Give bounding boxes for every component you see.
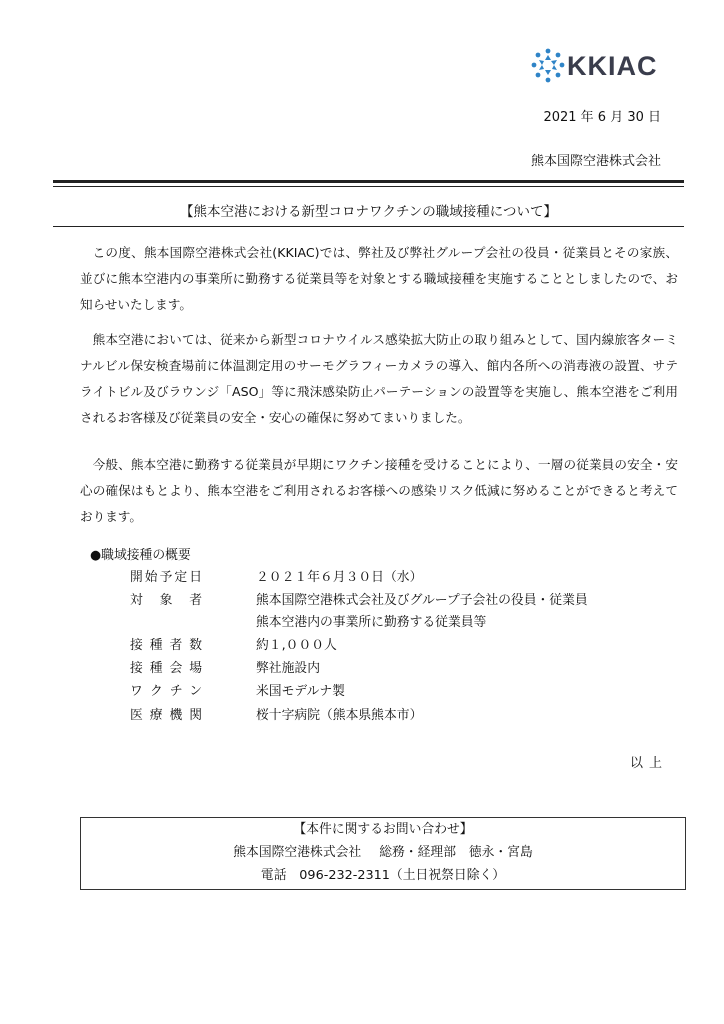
paragraph-purpose: 今般、熊本空港に勤務する従業員が早期にワクチン接種を受けることにより、一層の従業員の安全・安心の確保はもとより、熊本空港をご利用されるお客様への感染リスク低減に努めることができると考えております。: [80, 457, 678, 524]
overview-value: 約１,０００人: [256, 638, 337, 653]
overview-label: 開始予定日: [130, 570, 202, 585]
overview-heading: ●職域接種の概要: [90, 548, 191, 563]
contact-dept: 総務・経理部: [379, 845, 456, 860]
overview-label: 接種者数: [130, 638, 202, 653]
overview-label: ワクチン: [130, 684, 202, 699]
document-date: 2021 年 6 月 30 日: [543, 110, 661, 125]
contact-box: [80, 817, 686, 890]
contact-names: 徳永・宮島: [468, 845, 533, 860]
overview-label: 医療機関: [130, 708, 202, 723]
overview-value: 桜十字病院（熊本県熊本市）: [256, 708, 423, 723]
paragraph-measures: 熊本空港においては、従来から新型コロナウイルス感染拡大防止の取り組みとして、国内線旅客ターミナルビル保安検査場前に体温測定用のサーモグラフィーカメラの導入、館内各所への消毒液の設置、サテライトビル及びラウンジ「ASO」等に飛沫感染防止パーテーションの設置等を実施し、熊本空港をご利用されるお客様及び従業員の安全・安心の確保に努めてまいりました。: [80, 332, 678, 425]
contact-department-line: [81, 841, 685, 864]
contact-heading: 【本件に関するお問い合わせ】: [293, 822, 473, 837]
title-rule-bottom: [53, 226, 684, 227]
contact-org: 熊本国際空港株式会社: [233, 845, 362, 860]
logo-mark-icon: [530, 47, 566, 85]
overview-value: 熊本国際空港株式会社及びグループ子会社の役員・従業員: [256, 593, 588, 608]
document-title: 【熊本空港における新型コロナワクチンの職域接種について】: [179, 204, 558, 220]
overview-value: ２０２１年６月３０日（水）: [256, 570, 423, 585]
overview-label: 対象者: [130, 593, 202, 608]
paragraph-intro: この度、熊本国際空港株式会社(KKIAC)では、弊社及び弊社グループ会社の役員・従業員とその家族、並びに熊本空港内の事業所に勤務する従業員等を対象とする職域接種を実施することとしましたので、お知らせいたします。: [80, 245, 678, 312]
overview-value: 熊本空港内の事業所に勤務する従業員等: [256, 615, 487, 630]
overview-value: 弊社施設内: [256, 661, 320, 676]
company-logo: [530, 45, 660, 89]
contact-phone: 電話 096-232-2311（土日祝祭日除く）: [260, 868, 506, 883]
overview-value: 米国モデルナ製: [256, 684, 345, 699]
issuing-company: 熊本国際空港株式会社: [530, 154, 661, 169]
title-rule-top-thin: [53, 186, 684, 187]
title-rule-top-thick: [53, 180, 684, 183]
logo-text: KKIAC: [567, 51, 658, 81]
closing-mark: 以上: [629, 756, 668, 771]
overview-label: 接種会場: [130, 661, 202, 676]
